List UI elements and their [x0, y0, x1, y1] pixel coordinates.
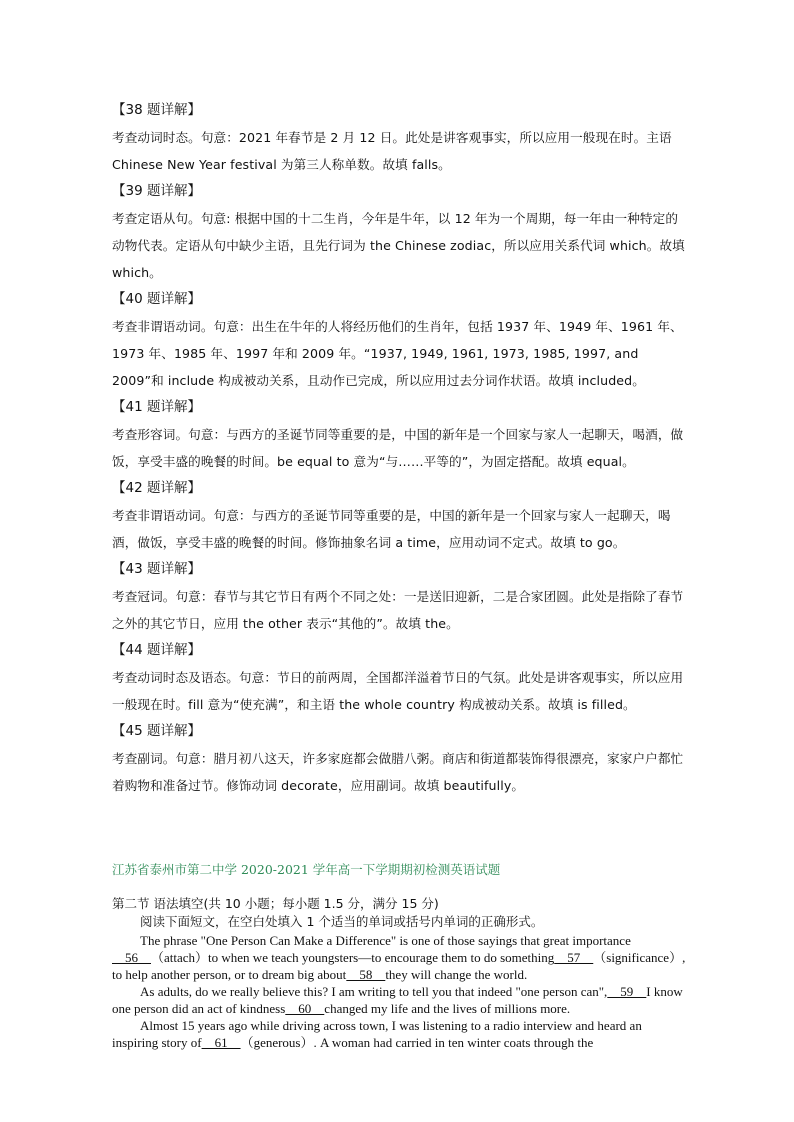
item-heading: 【42 题详解】 [112, 480, 201, 496]
item-body: 考查定语从句。句意: 根据中国的十二生肖，今年是牛年，以 12 年为一个周期，每一年由一种特定的动物代表。定语从句中缺少主语，且先行词为 the Chinese zodiac，所以应用关系代词 which。故填 which。 [112, 211, 685, 280]
passage-text: （significance）, to help another person, or to dream big about [112, 950, 686, 982]
passage-text: （attach）to when we teach youngsters—to encourage them to do something [151, 950, 555, 965]
passage-paragraph [112, 983, 690, 1017]
blank-56: 56 [112, 950, 151, 965]
passage-text: I know one person did an act of kindness [112, 984, 683, 1016]
explanation-list [112, 97, 690, 799]
explanation-item [112, 394, 690, 475]
explanation-item [112, 718, 690, 799]
item-heading: 【38 题详解】 [112, 102, 201, 118]
passage-paragraph [112, 932, 690, 983]
explanation-item [112, 637, 690, 718]
item-body: 考查动词时态及语态。句意：节日的前两周，全国都洋溢着节日的气氛。此处是讲客观事实，所以应用一般现在时。fill 意为“使充满”，和主语 the whole country 构成被动关系。故填 is filled。 [112, 670, 684, 712]
item-heading: 【40 题详解】 [112, 291, 201, 307]
passage-text: （generous）. A woman had carried in ten winter coats through the [240, 1035, 594, 1050]
item-body: 考查形容词。句意：与西方的圣诞节同等重要的是，中国的新年是一个回家与家人一起聊天，喝酒，做饭，享受丰盛的晚餐的时间。be equal to 意为“与……平等的”，为固定搭配。故填 equal。 [112, 427, 684, 469]
blank-61: 61 [201, 1035, 241, 1050]
item-heading: 【44 题详解】 [112, 642, 201, 658]
passage-text: they will change the world. [385, 967, 528, 982]
explanation-item [112, 286, 690, 394]
item-heading: 【41 题详解】 [112, 399, 201, 415]
passage [112, 932, 690, 1051]
item-heading: 【43 题详解】 [112, 561, 201, 577]
item-body: 考查非谓语动词。句意：与西方的圣诞节同等重要的是，中国的新年是一个回家与家人一起聊天，喝酒，做饭，享受丰盛的晚餐的时间。修饰抽象名词 a time，应用动词不定式。故填 to go。 [112, 508, 671, 550]
item-body: 考查副词。句意：腊月初八这天，许多家庭都会做腊八粥。商店和街道都装饰得很漂亮，家家户户都忙着购物和准备过节。修饰动词 decorate，应用副词。故填 beautifully。 [112, 751, 684, 793]
explanation-item [112, 97, 690, 178]
explanation-item [112, 556, 690, 637]
explanation-item [112, 475, 690, 556]
blank-57: 57 [554, 950, 594, 965]
blank-58: 58 [346, 967, 386, 982]
blank-59: 59 [607, 984, 647, 999]
item-body: 考查非谓语动词。句意：出生在牛年的人将经历他们的生肖年，包括 1937 年、1949 年、1961 年、1973 年、1985 年、1997 年和 2009 年。“1937, 1949, 1961, 1973, 1985, 1997, and 2009”和 include 构成被动关系，且动作已完成，所以应用过去分词作状语。故填 included。 [112, 319, 683, 388]
blank-60: 60 [285, 1001, 325, 1016]
item-body: 考查冠词。句意：春节与其它节日有两个不同之处：一是送旧迎新，二是合家团圆。此处是指除了春节之外的其它节日，应用 the other 表示“其他的”。故填 the。 [112, 589, 684, 631]
passage-paragraph [112, 1017, 690, 1051]
item-body: 考查动词时态。句意：2021 年春节是 2 月 12 日。此处是讲客观事实，所以应用一般现在时。主语 Chinese New Year festival 为第三人称单数。故填 falls。 [112, 130, 672, 172]
passage-text: The phrase "One Person Can Make a Difference" is one of those sayings that great importance [140, 933, 631, 948]
source-title: 江苏省泰州市第二中学 2020-2021 学年高一下学期期初检测英语试题 [112, 862, 501, 877]
item-heading: 【45 题详解】 [112, 723, 201, 739]
instruction: 阅读下面短文，在空白处填入 1 个适当的单词或括号内单词的正确形式。 [140, 914, 544, 929]
passage-text: As adults, do we really believe this? I am writing to tell you that indeed "one person can", [140, 984, 608, 999]
item-heading: 【39 题详解】 [112, 183, 201, 199]
explanation-item [112, 178, 690, 286]
passage-text: changed my life and the lives of millions more. [324, 1001, 571, 1016]
passage-text: Almost 15 years ago while driving across town, I was listening to a radio interview and heard an inspiring story of [112, 1018, 642, 1050]
section-heading: 第二节 语法填空(共 10 小题；每小题 1.5 分，满分 15 分) [112, 896, 439, 911]
